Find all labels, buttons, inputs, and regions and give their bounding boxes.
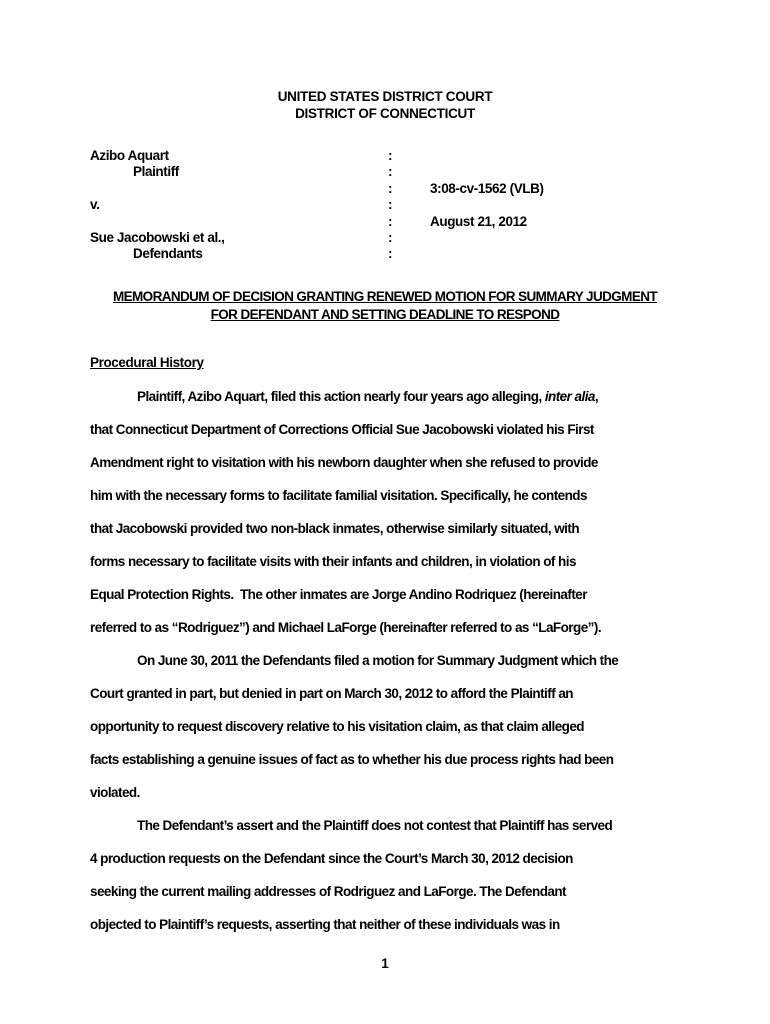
document-title bbox=[0, 288, 770, 323]
plaintiff-role: Plaintiff bbox=[133, 164, 179, 180]
caption-colon: : bbox=[388, 180, 393, 196]
body-line: 4 production requests on the Defendant since the Court’s March 30, 2012 decision bbox=[90, 851, 573, 866]
plaintiff-name: Azibo Aquart bbox=[90, 148, 169, 163]
caption-colon: : bbox=[388, 197, 393, 213]
caption-colon: : bbox=[388, 148, 393, 163]
versus-label: v. bbox=[90, 197, 100, 213]
caption-row bbox=[90, 197, 710, 213]
case-number: 3:08-cv-1562 (VLB) bbox=[430, 180, 544, 196]
caption-row bbox=[90, 164, 710, 180]
court-name-line-1: UNITED STATES DISTRICT COURT bbox=[277, 89, 493, 104]
caption-row bbox=[90, 148, 710, 164]
body-line: On June 30, 2011 the Defendants filed a motion for Summary Judgment which the bbox=[137, 653, 619, 668]
paragraph-3 bbox=[90, 809, 702, 941]
document-title-line-1: MEMORANDUM OF DECISION GRANTING RENEWED MOTION FOR SUMMARY JUDGMENT bbox=[112, 289, 658, 304]
body-line: that Connecticut Department of Corrections Official Sue Jacobowski violated his First bbox=[90, 422, 594, 437]
caption-colon: : bbox=[388, 213, 393, 229]
case-caption bbox=[90, 148, 710, 263]
caption-colon: : bbox=[388, 164, 393, 180]
body-line: opportunity to request discovery relative to his visitation claim, as that claim alleged bbox=[90, 719, 585, 734]
caption-colon: : bbox=[388, 246, 393, 262]
body-line: seeking the current mailing addresses of Rodriguez and LaForge. The Defendant bbox=[90, 884, 566, 899]
defendant-name: Sue Jacobowski et al., bbox=[90, 230, 225, 246]
body-line: Court granted in part, but denied in part on March 30, 2012 to afford the Plaintiff an bbox=[90, 686, 573, 701]
body-text bbox=[90, 380, 702, 941]
body-line: violated. bbox=[90, 785, 140, 800]
paragraph-1 bbox=[90, 380, 702, 644]
body-line: that Jacobowski provided two non-black inmates, otherwise similarly situated, with bbox=[90, 521, 580, 536]
body-line: Plaintiff, Azibo Aquart, filed this action nearly four years ago alleging, inter alia, bbox=[137, 389, 599, 404]
document-title-line-2: FOR DEFENDANT AND SETTING DEADLINE TO RESPOND bbox=[210, 306, 560, 322]
caption-row bbox=[90, 181, 710, 197]
caption-row bbox=[90, 246, 710, 262]
body-line: facts establishing a genuine issues of fact as to whether his due process rights had been bbox=[90, 752, 614, 767]
body-line: forms necessary to facilitate visits with their infants and children, in violation of his bbox=[90, 554, 576, 569]
body-line: referred to as “Rodriguez”) and Michael LaForge (hereinafter referred to as “LaForge”). bbox=[90, 620, 602, 635]
paragraph-2 bbox=[90, 644, 702, 809]
page-number: 1 bbox=[381, 956, 389, 971]
defendant-role: Defendants bbox=[133, 246, 203, 262]
filing-date: August 21, 2012 bbox=[430, 213, 527, 229]
body-line: Amendment right to visitation with his newborn daughter when she refused to provide bbox=[90, 455, 598, 470]
section-heading-procedural-history: Procedural History bbox=[90, 355, 204, 370]
caption-colon: : bbox=[388, 230, 393, 246]
caption-row bbox=[90, 214, 710, 230]
court-header bbox=[0, 88, 770, 122]
body-line: objected to Plaintiff’s requests, asserting that neither of these individuals was in bbox=[90, 917, 560, 932]
body-line: The Defendant’s assert and the Plaintiff does not contest that Plaintiff has served bbox=[137, 818, 613, 833]
body-line: him with the necessary forms to facilitate familial visitation. Specifically, he contends bbox=[90, 488, 587, 503]
body-line: Equal Protection Rights. The other inmates are Jorge Andino Rodriquez (hereinafter bbox=[90, 587, 587, 602]
caption-row bbox=[90, 230, 710, 246]
court-name-line-2: DISTRICT OF CONNECTICUT bbox=[295, 106, 475, 121]
